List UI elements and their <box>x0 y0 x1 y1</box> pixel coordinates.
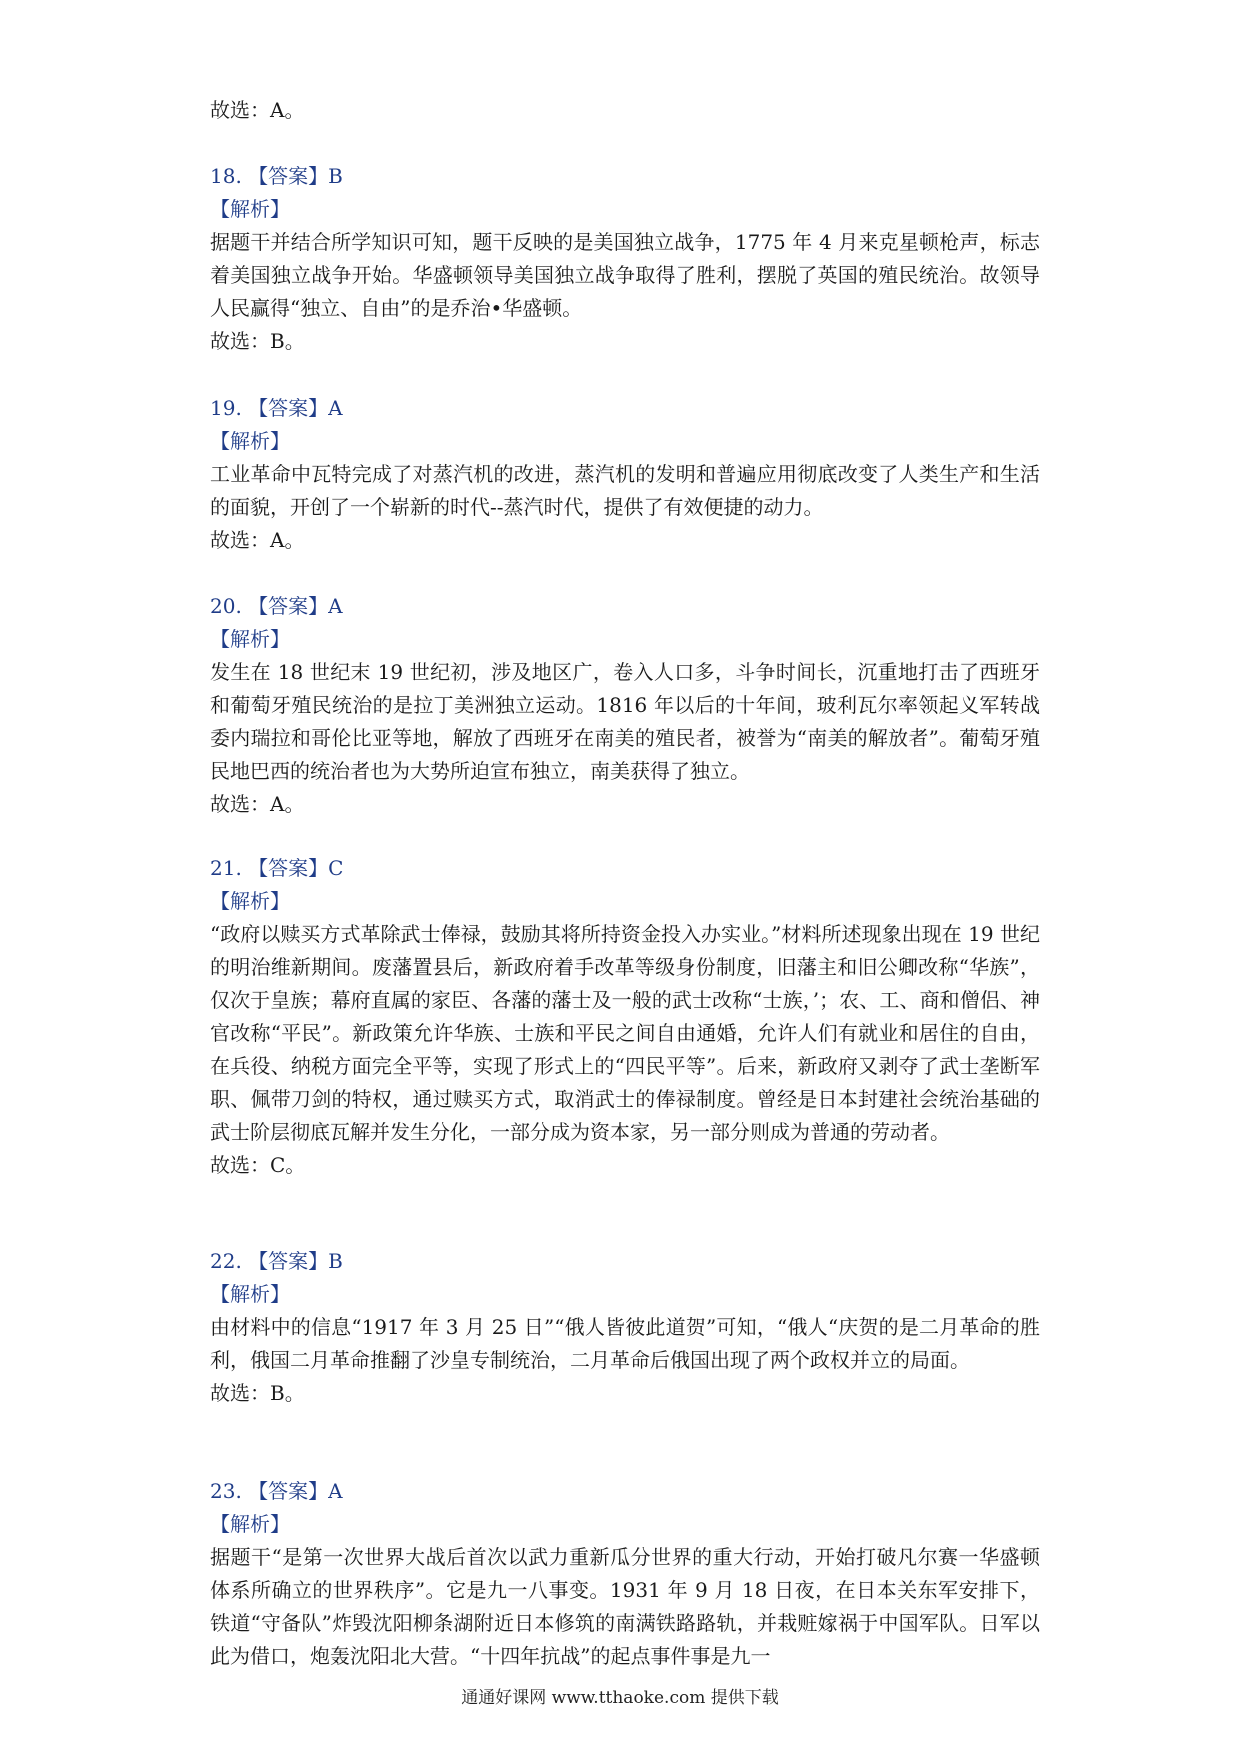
answer-label: 19. 【答案】A <box>210 396 343 420</box>
answer-label: 20. 【答案】A <box>210 594 343 618</box>
analysis-label: 【解析】 <box>210 1282 290 1306</box>
analysis-text: 工业革命中瓦特完成了对蒸汽机的改进，蒸汽机的发明和普遍应用彻底改变了人类生产和生活的面貌，开创了一个崭新的时代--蒸汽时代，提供了有效便捷的动力。 <box>210 462 1040 519</box>
answer-label: 21. 【答案】C <box>210 856 344 880</box>
answer-item-20 <box>210 590 1040 821</box>
choice-text: 故选：A。 <box>210 792 305 816</box>
answer-item-23 <box>210 1475 1040 1673</box>
choice-text: 故选：B。 <box>210 329 305 353</box>
analysis-label: 【解析】 <box>210 1512 290 1536</box>
analysis-text: “政府以赎买方式革除武士俸禄，鼓励其将所持资金投入办实业。”材料所述现象出现在 19 世纪的明治维新期间。废藩置县后，新政府着手改革等级身份制度，旧藩主和旧公卿改称“华族”，仅次于皇族；幕府直属的家臣、各藩的藩士及一般的武士改称“士族，’；农、工、商和僧侣、神官改称“平民”。新政策允许华族、士族和平民之间自由通婚，允许人们有就业和居住的自由，在兵役、纳税方面完全平等，实现了形式上的“四民平等”。后来，新政府又剥夺了武士垄断军职、佩带刀剑的特权，通过赎买方式，取消武士的俸禄制度。曾经是日本封建社会统治基础的武士阶层彻底瓦解并发生分化，一部分成为资本家，另一部分则成为普通的劳动者。 <box>210 922 1040 1144</box>
analysis-text: 据题干并结合所学知识可知，题干反映的是美国独立战争，1775 年 4 月来克星顿枪声，标志着美国独立战争开始。华盛顿领导美国独立战争取得了胜利，摆脱了英国的殖民统治。故领导人民赢得“独立、自由”的是乔治•华盛顿。 <box>210 230 1040 320</box>
choice-text: 故选：C。 <box>210 1153 306 1177</box>
analysis-text: 由材料中的信息“1917 年 3 月 25 日”“俄人皆彼此道贺”可知，“俄人“庆贺的是二月革命的胜利，俄国二月革命推翻了沙皇专制统治，二月革命后俄国出现了两个政权并立的局面。 <box>210 1315 1040 1372</box>
choice-text: 故选：B。 <box>210 1381 305 1405</box>
answer-item-19 <box>210 392 1040 557</box>
answer-item-21 <box>210 852 1040 1182</box>
previous-choice-line <box>210 94 1040 127</box>
analysis-text: 据题干“是第一次世界大战后首次以武力重新瓜分世界的重大行动，开始打破凡尔赛一华盛顿体系所确立的世界秩序”。它是九一八事变。1931 年 9 月 18 日夜，在日本关东军安排下，铁道“守备队”炸毁沈阳柳条湖附近日本修筑的南满铁路路轨，并栽赃嫁祸于中国军队。日军以此为借口，炮轰沈阳北大营。“十四年抗战”的起点事件事是九一 <box>210 1545 1040 1668</box>
choice-text: 故选：A。 <box>210 98 305 122</box>
analysis-label: 【解析】 <box>210 627 290 651</box>
choice-text: 故选：A。 <box>210 528 305 552</box>
answer-label: 18. 【答案】B <box>210 164 343 188</box>
analysis-text: 发生在 18 世纪末 19 世纪初，涉及地区广，卷入人口多，斗争时间长，沉重地打击了西班牙和葡萄牙殖民统治的是拉丁美洲独立运动。1816 年以后的十年间，玻利瓦尔率领起义军转战委内瑞拉和哥伦比亚等地，解放了西班牙在南美的殖民者，被誉为“南美的解放者”。葡萄牙殖民地巴西的统治者也为大势所迫宣布独立，南美获得了独立。 <box>210 660 1040 783</box>
answer-item-18 <box>210 160 1040 358</box>
answer-label: 22. 【答案】B <box>210 1249 343 1273</box>
analysis-label: 【解析】 <box>210 889 290 913</box>
answer-item-22 <box>210 1245 1040 1410</box>
page-footer: 通通好课网 www.tthaoke.com 提供下载 <box>461 1688 779 1708</box>
analysis-label: 【解析】 <box>210 197 290 221</box>
answer-label: 23. 【答案】A <box>210 1479 343 1503</box>
analysis-label: 【解析】 <box>210 429 290 453</box>
